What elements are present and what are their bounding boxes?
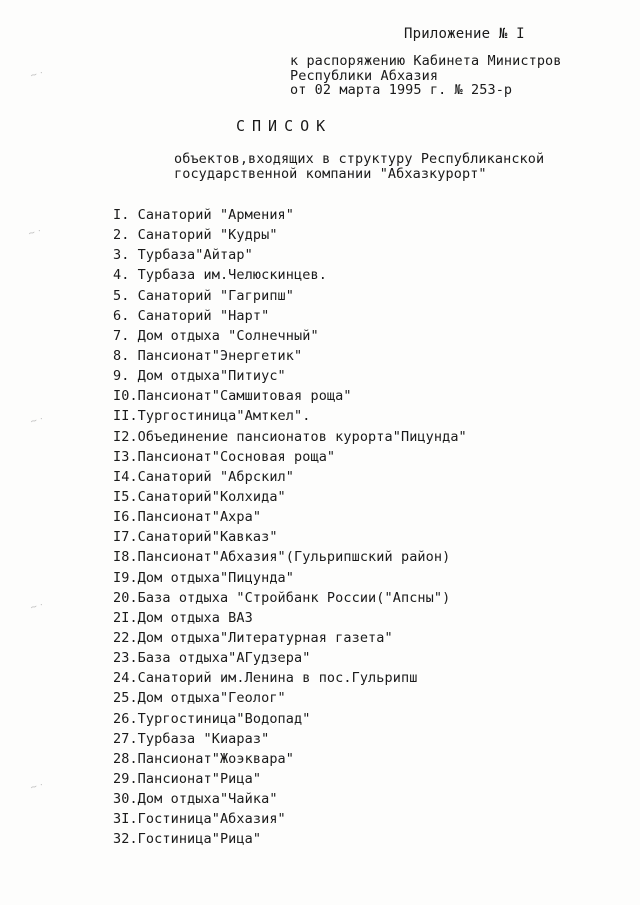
list-item: 20.База отдыха "Стройбанк России("Апсны") (113, 589, 451, 606)
order-reference (290, 54, 562, 98)
margin-mark: ∼ · (26, 226, 43, 240)
list-item: 4. Турбаза им.Челюскинцев. (113, 267, 327, 284)
list-item: 26.Тургостиница"Водопад" (113, 710, 311, 727)
list-item: 2I.Дом отдыха ВАЗ (113, 609, 253, 626)
subtitle-line: государственной компании "Абхазкурорт" (174, 166, 487, 182)
list-item: I7.Санаторий"Кавказ" (113, 529, 278, 546)
list-item: 28.Пансионат"Жоэквара" (113, 750, 295, 767)
list-item: I9.Дом отдыха"Пицунда" (113, 569, 295, 586)
list-item: 23.База отдыха"АГудзера" (113, 650, 311, 667)
list-item: 29.Пансионат"Рица" (113, 770, 262, 787)
margin-mark: ∼ · (28, 414, 45, 428)
list-item: I6.Пансионат"Ахра" (113, 509, 262, 526)
margin-mark: ∼ · (28, 780, 45, 794)
list-item: 25.Дом отдыха"Геолог" (113, 690, 286, 707)
list-item: I3.Пансионат"Сосновая роща" (113, 448, 336, 465)
list-item: 5. Санаторий "Гагрипш" (113, 287, 295, 304)
list-item: I8.Пансионат"Абхазия"(Гульрипшский район) (113, 549, 451, 566)
list-item: II.Тургостиница"Амткел". (113, 408, 311, 425)
list-item: I2.Объединение пансионатов курорта"Пицунда" (113, 428, 467, 445)
list-item: 30.Дом отдыха"Чайка" (113, 791, 278, 808)
list-item: 27.Турбаза "Киараз" (113, 730, 270, 747)
list-item: 9. Дом отдыха"Питиус" (113, 368, 286, 385)
list-item: 6. Санаторий "Нарт" (113, 307, 270, 324)
list-item: 8. Пансионат"Энергетик" (113, 347, 303, 364)
subtitle-line: объектов,входящих в структуру Республиканской (174, 151, 545, 167)
list-item: 32.Гостиница"Рица" (113, 831, 262, 848)
list-item: 7. Дом отдыха "Солнечный" (113, 327, 319, 344)
document-title: СПИСОК (236, 117, 333, 135)
document-subtitle (174, 152, 544, 182)
list-item: 3. Турбаза"Айтар" (113, 247, 253, 264)
list-item: I4.Санаторий "Абрскил" (113, 468, 295, 485)
list-item: I0.Пансионат"Самшитовая роща" (113, 388, 352, 405)
list-item: 2. Санаторий "Кудры" (113, 227, 278, 244)
list-item: 3I.Гостиница"Абхазия" (113, 811, 286, 828)
facility-list (113, 205, 467, 850)
list-item: I. Санаторий "Армения" (113, 207, 295, 223)
list-item: I5.Санаторий"Колхида" (113, 488, 286, 505)
margin-mark: ∼ · (28, 600, 45, 614)
annex-number: Приложение № I (404, 26, 525, 42)
margin-mark: ∼ · (28, 68, 45, 82)
order-line: к распоряжению Кабинета Министров (290, 53, 562, 69)
list-item: 24.Санаторий им.Ленина в пос.Гульрипш (113, 670, 418, 687)
order-line: Республики Абхазия (290, 67, 439, 84)
order-line: от 02 марта 1995 г. № 253-р (290, 82, 513, 98)
list-item: 22.Дом отдыха"Литературная газета" (113, 629, 393, 646)
